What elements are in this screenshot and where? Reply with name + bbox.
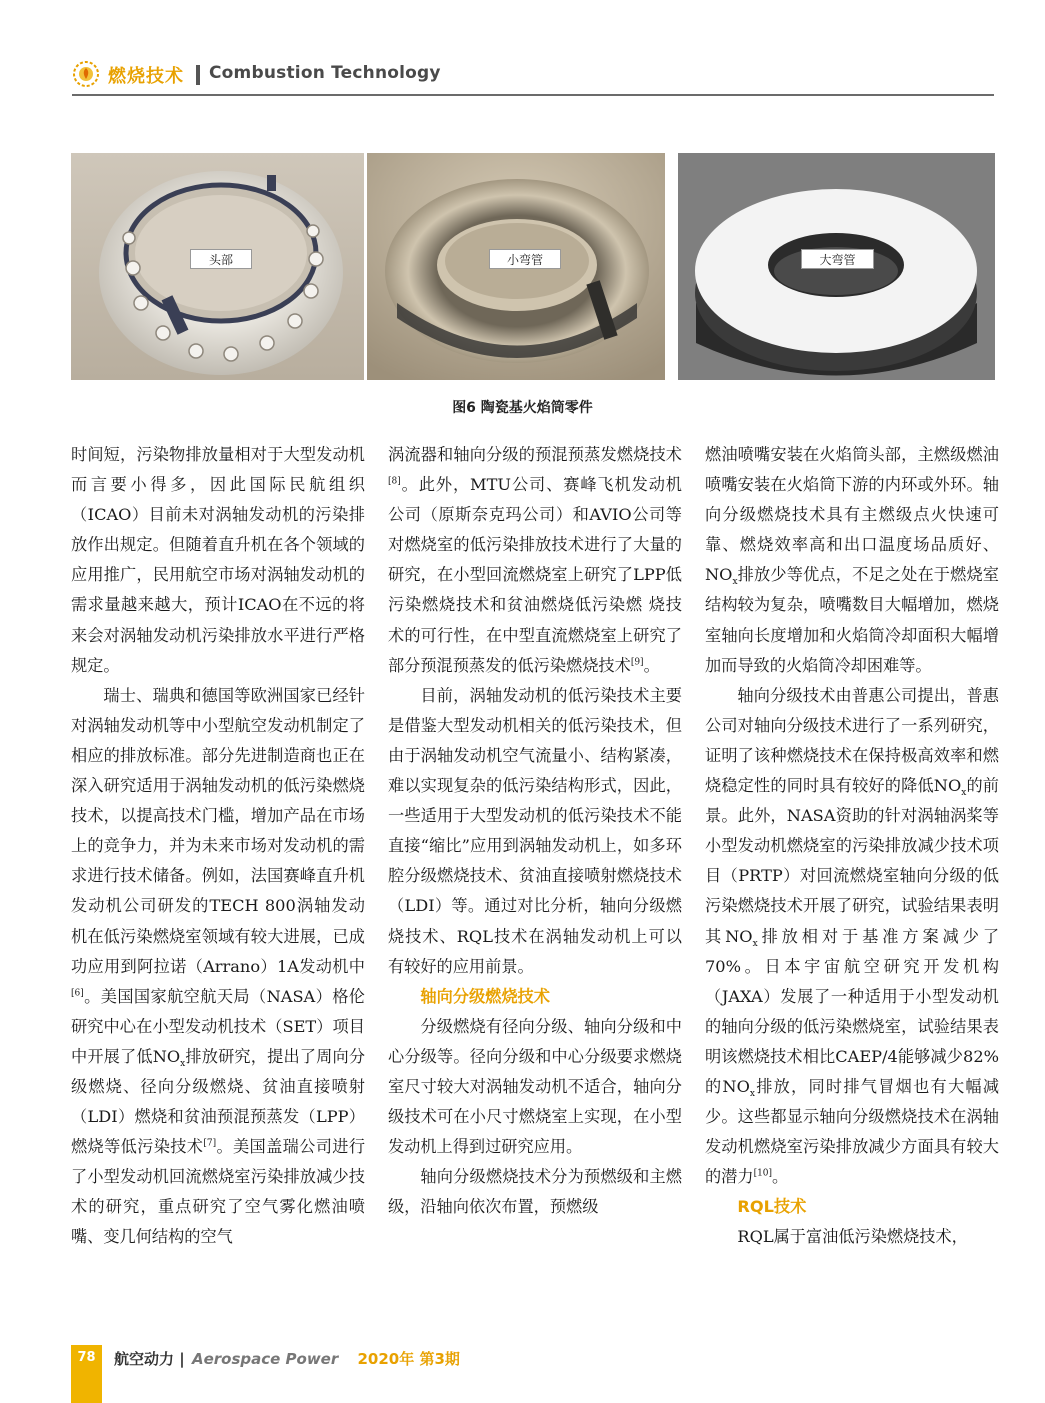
paragraph: 燃油喷嘴安装在火焰筒头部，主燃级燃油喷嘴安装在火焰筒下游的内环或外环。轴向分级燃烧技术具有主燃级点火快速可靠、燃烧效率高和出口温度场品质好、$NO_x$排放少等优点，不足之处在于燃烧室结构较为复杂，喷嘴数目大幅增加，燃烧室轴向长度增加和火焰筒冷却面积大幅增加而导致的火焰筒冷却困难等。	[705, 445, 999, 675]
section-heading: 轴向分级燃烧技术	[420, 986, 550, 1006]
citation-ref: [9]	[630, 657, 644, 668]
page-number: 78	[77, 1350, 96, 1365]
section-title-en: Combustion Technology	[209, 63, 441, 83]
text-column-1	[71, 440, 365, 1253]
label-large-elbow: 大弯管	[801, 249, 874, 269]
section-heading: RQL技术	[737, 1197, 807, 1217]
label-head: 头部	[190, 249, 252, 269]
paragraph: 涡流器和轴向分级的预混预蒸发燃烧技术[8]。此外，MTU公司、赛峰飞机发动机公司（原斯奈克玛公司）和AVIO公司等对燃烧室的低污染排放技术进行了大量的研究，在小型回流燃烧室上研究了LPP低污染燃烧技术和贫油燃烧低污染燃 烧技术的可行性，在中型直流燃烧室上研究了部分预混预蒸发的低污染燃烧技术[9]。	[388, 445, 682, 675]
section-title-cn: 燃烧技术	[108, 66, 184, 87]
header-separator	[196, 65, 200, 85]
figure-6	[71, 153, 995, 380]
citation-ref: [10]	[753, 1168, 773, 1179]
paragraph: RQL属于富油低污染燃烧技术，	[737, 1227, 968, 1247]
journal-title-cn: 航空动力	[114, 1350, 175, 1368]
figure-caption: 图6 陶瓷基火焰筒零件	[452, 400, 593, 416]
paragraph: 时间短，污染物排放量相对于大型发动机而言要小得多，因此国际民航组织（ICAO）目前未对涡轴发动机的污染排放作出规定。但随着直升机在各个领域的应用推广，民用航空市场对涡轴发动机的需求量越来越大，预计ICAO在不远的将来会对涡轴发动机污染排放水平进行严格规定。	[71, 445, 365, 675]
running-header	[72, 58, 994, 94]
text-column-3	[705, 440, 999, 1253]
citation-ref: [8]	[388, 476, 401, 487]
running-footer	[114, 1348, 460, 1369]
label-small-elbow: 小弯管	[489, 249, 561, 269]
text-column-2	[388, 440, 682, 1222]
paragraph: 目前，涡轴发动机的低污染技术主要是借鉴大型发动机相关的低污染技术，但由于涡轴发动机空气流量小、结构紧凑，难以实现复杂的低污染结构形式，因此，一些适用于大型发动机的低污染技术不能直接“缩比”应用到涡轴发动机上，如多环腔分级燃烧技术、贫油直接喷射燃烧技术（LDI）等。通过对比分析，轴向分级燃烧技术、RQL技术在涡轴发动机上可以有较好的应用前景。	[388, 685, 682, 976]
paragraph: 轴向分级技术由普惠公司提出，普惠公司对轴向分级技术进行了一系列研究，证明了该种燃烧技术在保持极高效率和燃烧稳定性的同时具有较好的降低$NO_x$的前景。此外，NASA资助的针对涡轴涡桨等小型发动机燃烧室的污染排放减少技术项目（PRTP）对回流燃烧室轴向分级的低污染燃烧技术开展了研究，试验结果表明其$NO_x$排放相对于基准方案减少了70%。日本宇宙航空研究开发机构（JAXA）发展了一种适用于小型发动机的轴向分级的低污染燃烧室，试验结果表明该燃烧技术相比CAEP/4能够减少82%的$NO_x$排放，同时排气冒烟也有大幅减少。这些都显示轴向分级燃烧技术在涡轴发动机燃烧室污染排放减少方面具有较大的潜力[10]。	[705, 685, 1000, 1187]
header-rule	[72, 94, 994, 96]
journal-title-en: Aerospace Power	[191, 1350, 339, 1368]
citation-ref: [7]	[203, 1138, 217, 1149]
footer-separator: |	[179, 1350, 185, 1368]
citation-ref: [6]	[71, 988, 84, 999]
paragraph: 轴向分级燃烧技术分为预燃级和主燃级，沿轴向依次布置，预燃级	[388, 1167, 682, 1217]
flame-sun-icon	[72, 60, 100, 88]
issue-label: 2020年 第3期	[357, 1350, 460, 1368]
paragraph: 瑞士、瑞典和德国等欧洲国家已经针对涡轴发动机等中小型航空发动机制定了相应的排放标准。部分先进制造商也正在深入研究适用于涡轴发动机的低污染燃烧技术，以提高技术门槛，增加产品在市场上的竞争力，并为未来市场对发动机的需求进行技术储备。例如，法国赛峰直升机发动机公司研发的TECH 800涡轴发动机在低污染燃烧室领域有较大进展，已成功应用到阿拉诺（Arrano）1A发动机中[6]。美国国家航空航天局（NASA）格伦研究中心在小型发动机技术（SET）项目中开展了低$NO_x$排放研究，提出了周向分级燃烧、径向分级燃烧、贫油直接喷射（LDI）燃烧和贫油预混预蒸发（LPP）燃烧等低污染技术[7]。美国盖瑞公司进行了小型发动机回流燃烧室污染排放减少技术的研究，重点研究了空气雾化燃油喷嘴、变几何结构的空气	[71, 685, 366, 1247]
paragraph: 分级燃烧有径向分级、轴向分级和中心分级等。径向分级和中心分级要求燃烧室尺寸较大对涡轴发动机不适合，轴向分级技术可在小尺寸燃烧室上实现，在小型发动机上得到过研究应用。	[388, 1016, 682, 1157]
